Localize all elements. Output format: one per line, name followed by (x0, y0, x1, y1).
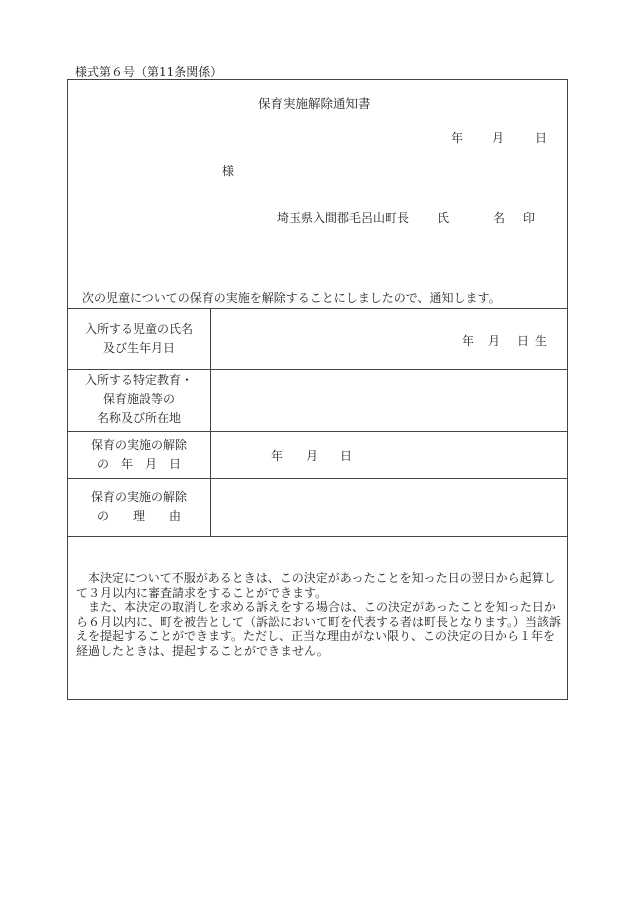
row2-label-line1: 入所する特定教育・ (84, 373, 193, 387)
appeal-notice (76, 571, 564, 658)
row4-label-line1: 保育の実施の解除 (90, 490, 187, 504)
form-number: 様式第６号（第11条関係） (75, 65, 223, 79)
intro-text: 次の児童についての保育の実施を解除することにしましたので、通知します。 (82, 291, 501, 305)
row-divider-2 (68, 431, 567, 432)
row3-label-line2: の 年 月 日 (96, 457, 181, 471)
issue-date-year: 年 (451, 131, 464, 145)
document-title: 保育実施解除通知書 (258, 96, 371, 111)
sender-name-label-1: 氏 (437, 211, 450, 225)
row1-label-line2: 及び生年月日 (102, 341, 175, 355)
table-top-border (68, 308, 567, 309)
row2-label-line2: 保育施設等の (102, 392, 175, 406)
row-divider-1 (68, 369, 567, 370)
row-divider-3 (68, 478, 567, 479)
column-divider (210, 308, 211, 536)
row2-label (68, 371, 210, 428)
cancel-year: 年 (271, 449, 284, 463)
row3-label-line1: 保育の実施の解除 (90, 438, 187, 452)
row1-label (68, 320, 210, 358)
notice-paragraph-2: また、本決定の取消しを求める訴えをする場合は、この決定があったことを知った日から６月以内に、町を被告として（訴訟において町を代表する者は町長となります。）当該訴えを提起することができます。ただし、正当な理由がない限り、この決定の日から１年を経過したときは、提起することができません。 (76, 600, 562, 658)
birth-month: 月 (488, 334, 501, 348)
birth-suffix: 生 (535, 334, 548, 348)
cancel-month: 月 (306, 449, 319, 463)
cancel-day: 日 (340, 449, 353, 463)
row4-label (68, 488, 210, 526)
row4-label-line2: の 理 由 (96, 509, 181, 523)
sender-name-label-2: 名 (493, 211, 506, 225)
sender-mayor: 埼玉県入間郡毛呂山町長 (277, 211, 410, 225)
seal-mark: 印 (523, 211, 536, 225)
birth-year: 年 (462, 334, 475, 348)
form-frame (67, 79, 568, 700)
row3-label (68, 436, 210, 474)
recipient-suffix: 様 (222, 164, 235, 178)
row1-label-line1: 入所する児童の氏名 (84, 322, 193, 336)
issue-date-day: 日 (535, 131, 548, 145)
birth-day: 日 (517, 334, 530, 348)
row2-label-line3: 名称及び所在地 (96, 411, 181, 425)
notice-paragraph-1: 本決定について不服があるときは、この決定があったことを知った日の翌日から起算して３月以内に審査請求をすることができます。 (76, 571, 556, 600)
issue-date-month: 月 (492, 131, 505, 145)
table-bottom-border (68, 536, 567, 537)
